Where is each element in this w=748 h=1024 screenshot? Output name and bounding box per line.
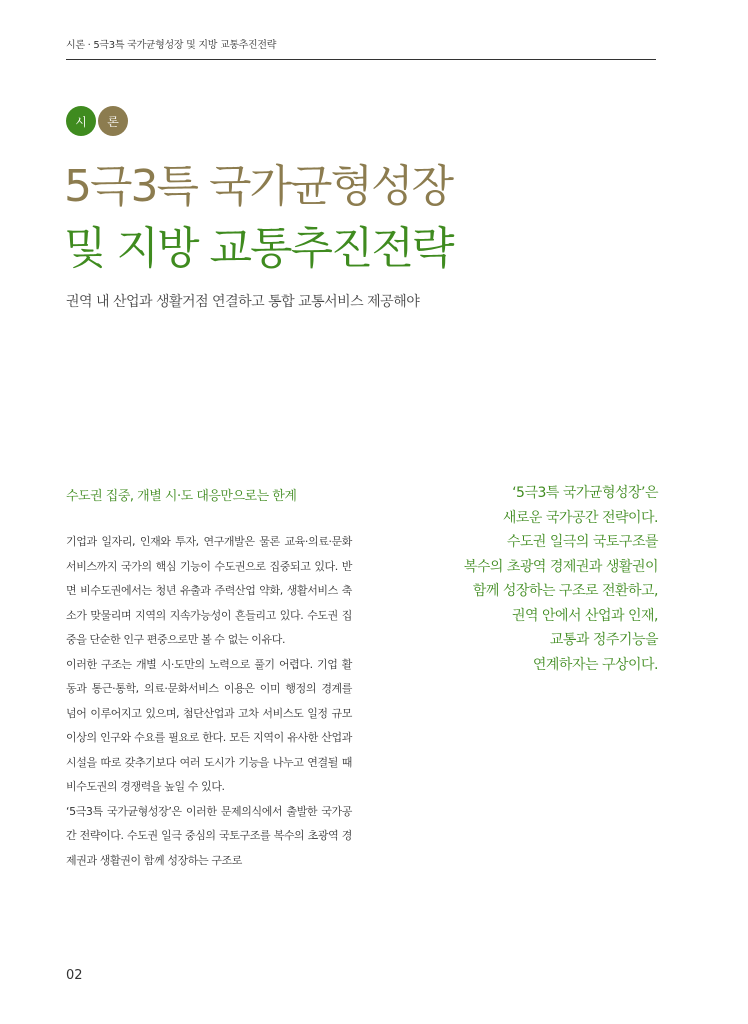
page-title-line1: 5극3특 국가균형성장 (64, 161, 453, 212)
section-badges (66, 106, 130, 136)
pull-quote-line: 교통과 정주기능을 (549, 632, 658, 648)
pull-quote-line: 연계하자는 구상이다. (532, 656, 658, 673)
body-paragraph: ‘5극3특 국가균형성장’은 이러한 문제의식에서 출발한 국가공간 전략이다. 수도권 일극 중심의 국토구조를 복수의 초광역 경제권과 생활권이 함께 성장하는 구조로 (66, 804, 352, 867)
badge-si: 시 (66, 106, 96, 136)
pull-quote (358, 481, 658, 677)
subtitle: 권역 내 산업과 생활거점 연결하고 통합 교통서비스 제공해야 (66, 294, 420, 310)
pull-quote-line: 함께 성장하는 구조로 전환하고, (472, 583, 658, 599)
page-title-line2: 및 지방 교통추진전략 (64, 223, 453, 274)
pull-quote-line: 권역 안에서 산업과 인재, (511, 607, 658, 624)
body-paragraph: 이러한 구조는 개별 시·도만의 노력으로 풀기 어렵다. 기업 활동과 통근·통학, 의료·문화서비스 이용은 이미 행정의 경계를 넘어 이루어지고 있으며, 첨단산업과 고차 서비스도 일정 규모 이상의 인구와 수요를 필요로 한다. 모든 지역이 유사한 산업과 시설을 따로 갖추기보다 여러 도시가 기능을 나누고 연결될 때 비수도권의 경쟁력을 높일 수 있다. (66, 657, 352, 793)
pull-quote-line: ‘5극3특 국가균형성장’은 (512, 485, 658, 501)
pull-quote-line: 수도권 일극의 국토구조를 (506, 534, 658, 550)
section-heading: 수도권 집중, 개별 시·도 대응만으로는 한계 (66, 489, 297, 504)
page-number: 02 (66, 968, 83, 983)
running-header: 시론 · 5극3특 국가균형성장 및 지방 교통추진전략 (66, 36, 656, 60)
body-text (66, 530, 352, 873)
pull-quote-line: 복수의 초광역 경제권과 생활권이 (463, 558, 658, 575)
pull-quote-line: 새로운 국가공간 전략이다. (502, 509, 658, 526)
body-paragraph: 기업과 일자리, 인재와 투자, 연구개발은 물론 교육·의료·문화서비스까지 국가의 핵심 기능이 수도권으로 집중되고 있다. 반면 비수도권에서는 청년 유출과 주력산업 약화, 생활서비스 축소가 맞물리며 지역의 지속가능성이 흔들리고 있다. 수도권 집중을 단순한 인구 편중으로만 볼 수 없는 이유다. (66, 535, 352, 646)
badge-ron: 론 (98, 106, 128, 136)
